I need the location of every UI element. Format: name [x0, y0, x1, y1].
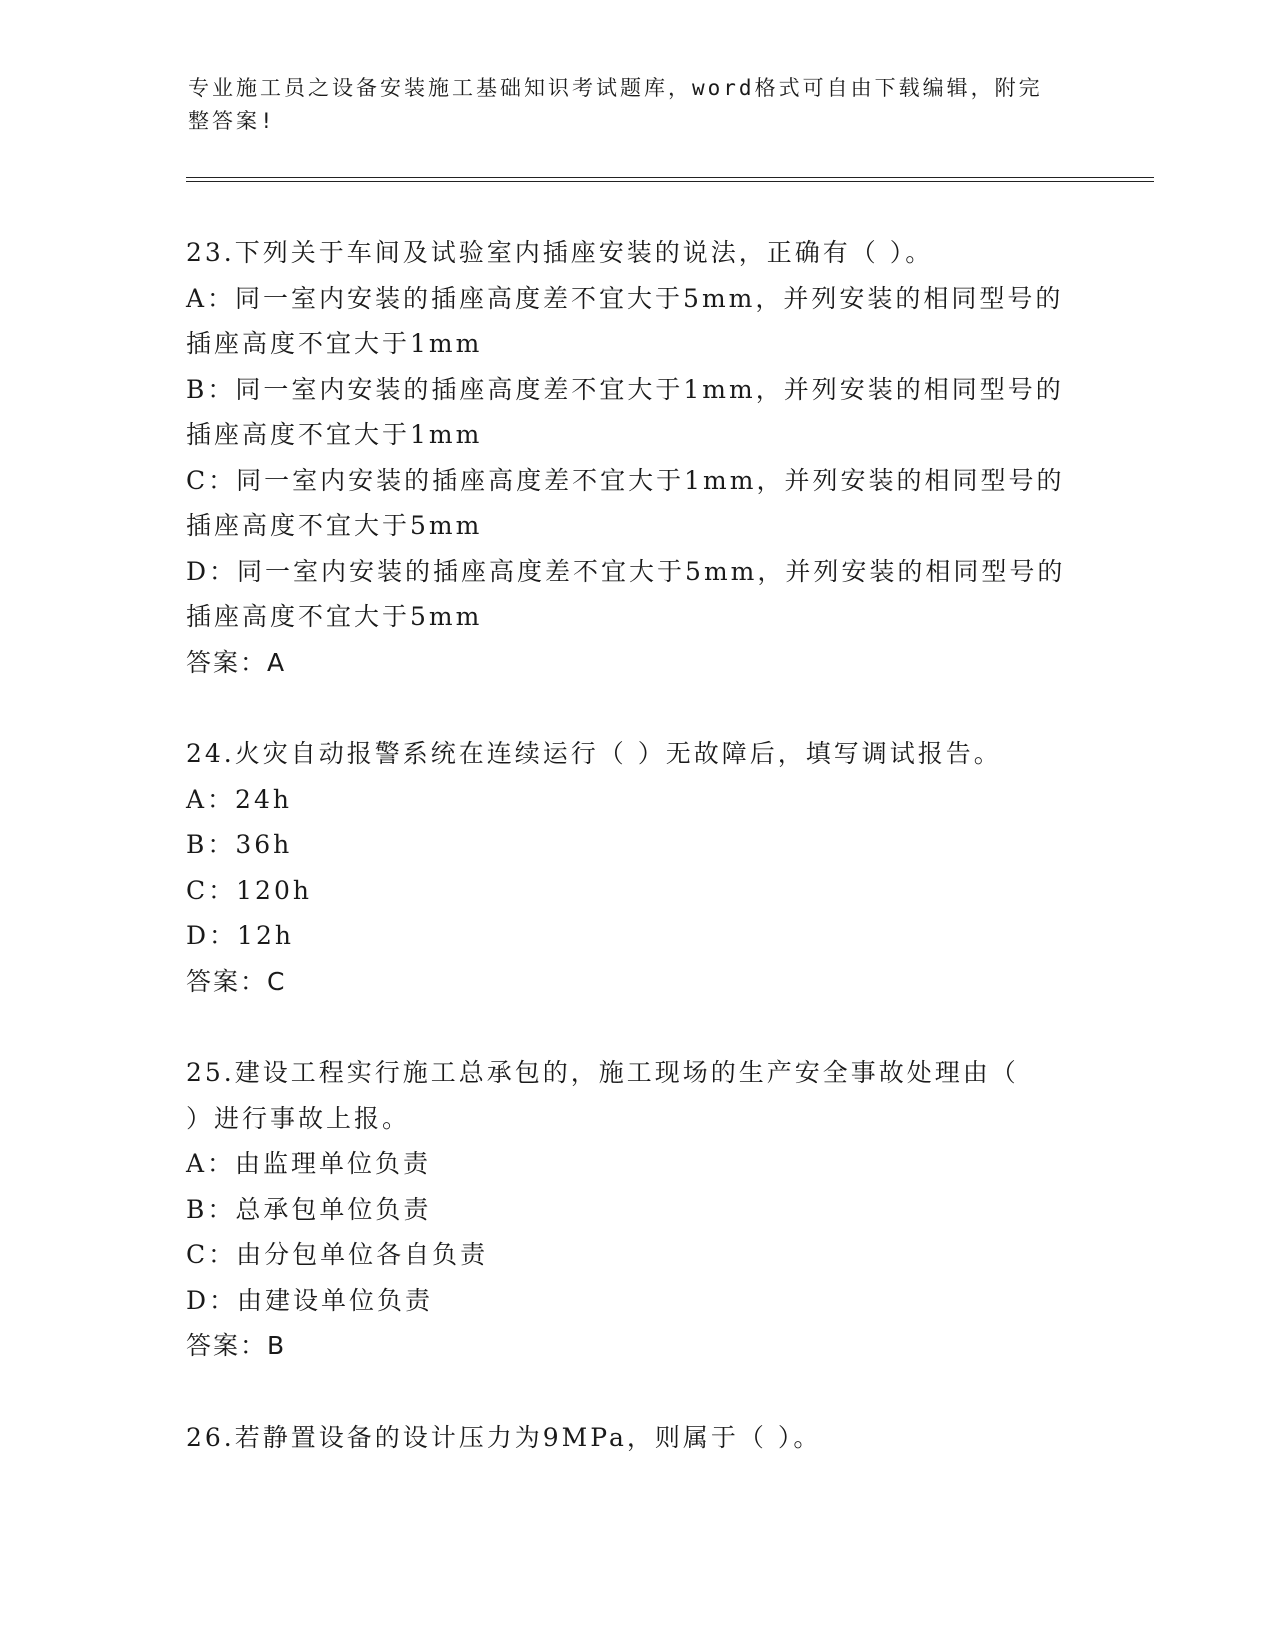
spacer	[186, 1004, 1086, 1050]
option-d: D：12h	[186, 921, 294, 950]
question-list	[186, 230, 1086, 1460]
answer-line: 答案：C	[186, 966, 287, 996]
option-a: A：同一室内安装的插座高度差不宜大于5mm，并列安装的相同型号的	[186, 283, 1064, 313]
question-stem: 24.火灾自动报警系统在连续运行（ ）无故障后，填写调试报告。	[186, 739, 1002, 768]
option-c-cont: 插座高度不宜大于5mm	[186, 511, 483, 540]
question-24	[186, 731, 1086, 1004]
option-a: A：由监理单位负责	[186, 1149, 432, 1178]
header-line-1: 专业施工员之设备安装施工基础知识考试题库，word格式可自由下载编辑，附完	[188, 76, 1043, 100]
option-c: C：120h	[186, 875, 312, 905]
spacer	[186, 685, 1086, 731]
option-b: B：同一室内安装的插座高度差不宜大于1mm，并列安装的相同型号的	[186, 374, 1064, 404]
header-divider	[186, 177, 1154, 182]
question-26	[186, 1415, 1086, 1461]
answer-line: 答案：B	[186, 1331, 287, 1360]
question-stem-cont: ）进行事故上报。	[186, 1103, 411, 1133]
header-line-2: 整答案!	[188, 109, 276, 133]
option-b: B：36h	[186, 830, 293, 859]
question-stem: 26.若静置设备的设计压力为9MPa，则属于（ ）。	[186, 1422, 822, 1452]
option-b-cont: 插座高度不宜大于1mm	[186, 420, 483, 449]
option-a: A：24h	[186, 784, 292, 814]
option-d: D：同一室内安装的插座高度差不宜大于5mm，并列安装的相同型号的	[186, 556, 1066, 586]
answer-line: 答案：A	[186, 647, 287, 677]
option-a-cont: 插座高度不宜大于1mm	[186, 329, 483, 358]
option-c: C：由分包单位各自负责	[186, 1240, 489, 1269]
question-stem: 23.下列关于车间及试验室内插座安装的说法，正确有（ ）。	[186, 238, 934, 267]
document-header	[188, 72, 1068, 138]
question-25	[186, 1050, 1086, 1369]
option-c: C：同一室内安装的插座高度差不宜大于1mm，并列安装的相同型号的	[186, 465, 1065, 495]
question-stem: 25.建设工程实行施工总承包的，施工现场的生产安全事故处理由（	[186, 1058, 1019, 1087]
option-d: D：由建设单位负责	[186, 1285, 434, 1315]
option-d-cont: 插座高度不宜大于5mm	[186, 602, 483, 631]
spacer	[186, 1369, 1086, 1415]
question-23	[186, 230, 1086, 685]
option-b: B：总承包单位负责	[186, 1194, 432, 1224]
